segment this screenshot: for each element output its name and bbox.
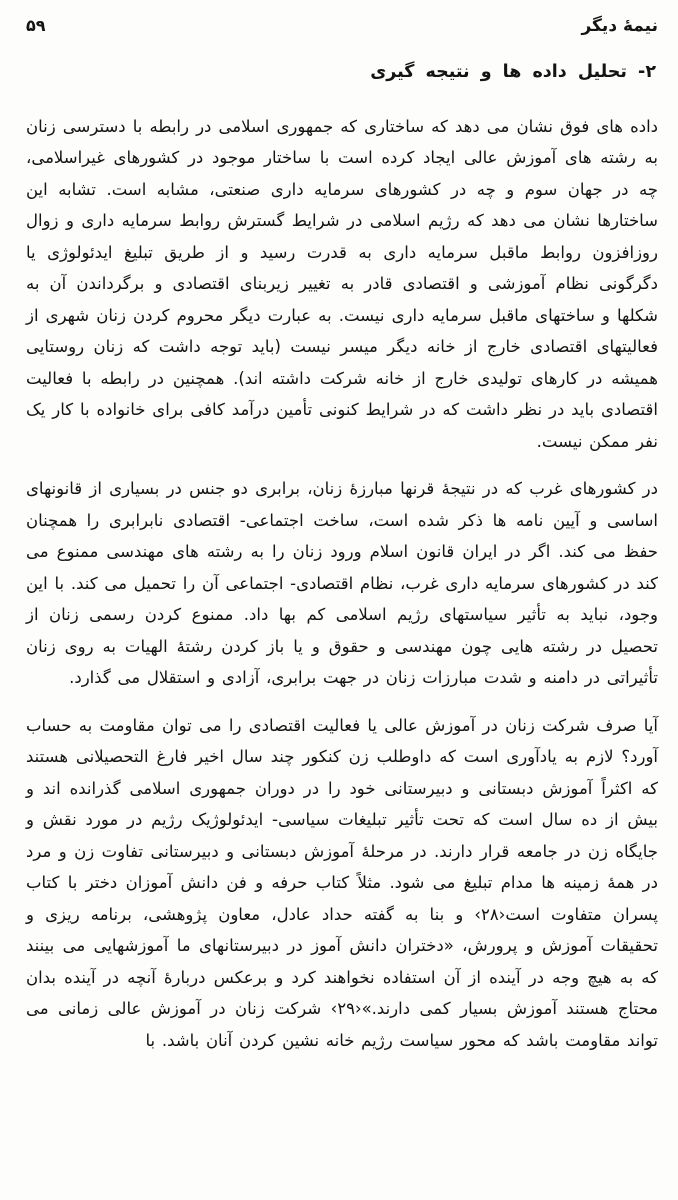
running-header: [26, 16, 658, 36]
paragraph-data-analysis: داده های فوق نشان می دهد که ساختاری که جمهوری اسلامی در رابطه با دسترسی زنان به رشته های آموزش عالی ایجاد کرده است با ساختار موجود در کشورهای غیراسلامی، چه در جهان سوم و چه در کشورهای سرمایه داری صنعتی، مشابه است. تشابه این ساختارها نشان می دهد که رژیم اسلامی در شرایط گسترش روابط سرمایه داری و زوال روزافزون روابط ماقبل سرمایه داری به قدرت رسید و از طریق تبلیغ ایدئولوژی یا دگرگونی نظام آموزشی و اقتصادی قادر به تغییر زیربنای اقتصادی و برگرداندن آن به شکلها و ساختهای ماقبل سرمایه داری نیست. به عبارت دیگر محروم کردن زنان شهری از فعالیتهای اقتصادی خارج از خانه دیگر میسر نیست (باید توجه داشت که زنان روستایی همیشه در کارهای تولیدی خارج از خانه شرکت داشته اند). همچنین در رابطه با فعالیت اقتصادی باید در نظر داشت که در شرایط کنونی تأمین درآمد کافی برای خانواده با کار یک نفر ممکن نیست.: [26, 116, 658, 451]
paragraph-resistance-question: آیا صرف شرکت زنان در آموزش عالی یا فعالیت اقتصادی را می توان مقاومت به حساب آورد؟ لازم به یادآوری است که داوطلب زن کنکور چند سال اخیر فارغ التحصیلانی هستند که اکثراً آموزش دبستانی و دبیرستانی خود را در دوران جمهوری اسلامی گذرانده اند و بیش از ده سال است که تحت تأثیر تبلیغات سیاسی- ایدئولوژیک رژیم در مورد نقش و جایگاه زن در جامعه قرار دارند. در مرحلهٔ آموزش دبستانی و دبیرستانی تفاوت زن و مرد در همهٔ زمینه ها مدام تبلیغ می شود. مثلاً کتاب حرفه و فن دانش آموزان دختر با کتاب پسران متفاوت است‹۲۸› و بنا به گفته حداد عادل، معاون پژوهشی، برنامه ریزی و تحقیقات آموزش و پرورش، «دختران دانش آموز در دبیرستانهای ما آموزشهایی می بینند که به هیچ وجه در آینده از آن استفاده نخواهند کرد و برعکس دربارهٔ آنچه در آینده بدان محتاج هستند آموزش بسیار کمی دارند.»‹۲۹› شرکت زنان در آموزش عالی زمانی می تواند مقاومت باشد که محور سیاست رژیم خانه نشین کردن آنان باشد. با: [26, 715, 658, 1050]
article-body: [26, 111, 658, 1057]
section-heading: ۲- تحلیل داده ها و نتیجه گیری: [370, 62, 656, 82]
page-number: ۵۹: [26, 16, 46, 35]
paragraph-western-comparison: در کشورهای غرب که در نتیجهٔ قرنها مبارزهٔ زنان، برابری دو جنس در بسیاری از قانونهای اساسی و آیین نامه ها ذکر شده است، ساخت اجتماعی- اقتصادی نابرابری را همچنان حفظ می کند. اگر در ایران قانون اسلام ورود زنان را به رشته های مهندسی ممنوع می کند در کشورهای سرمایه داری غرب، نظام اقتصادی- اجتماعی آن را تحمیل می کند. با این وجود، نباید به تأثیر سیاستهای رژیم اسلامی کم بها داد. ممنوع کردن رسمی زنان از تحصیل در رشته هایی چون مهندسی و حقوق و یا باز کردن رشتهٔ الهیات به روی زنان تأثیراتی در دامنه و شدت مبارزات زنان در جهت برابری، آزادی و استقلال می گذارد.: [26, 479, 658, 687]
journal-title: نیمهٔ دیگر: [581, 16, 658, 36]
